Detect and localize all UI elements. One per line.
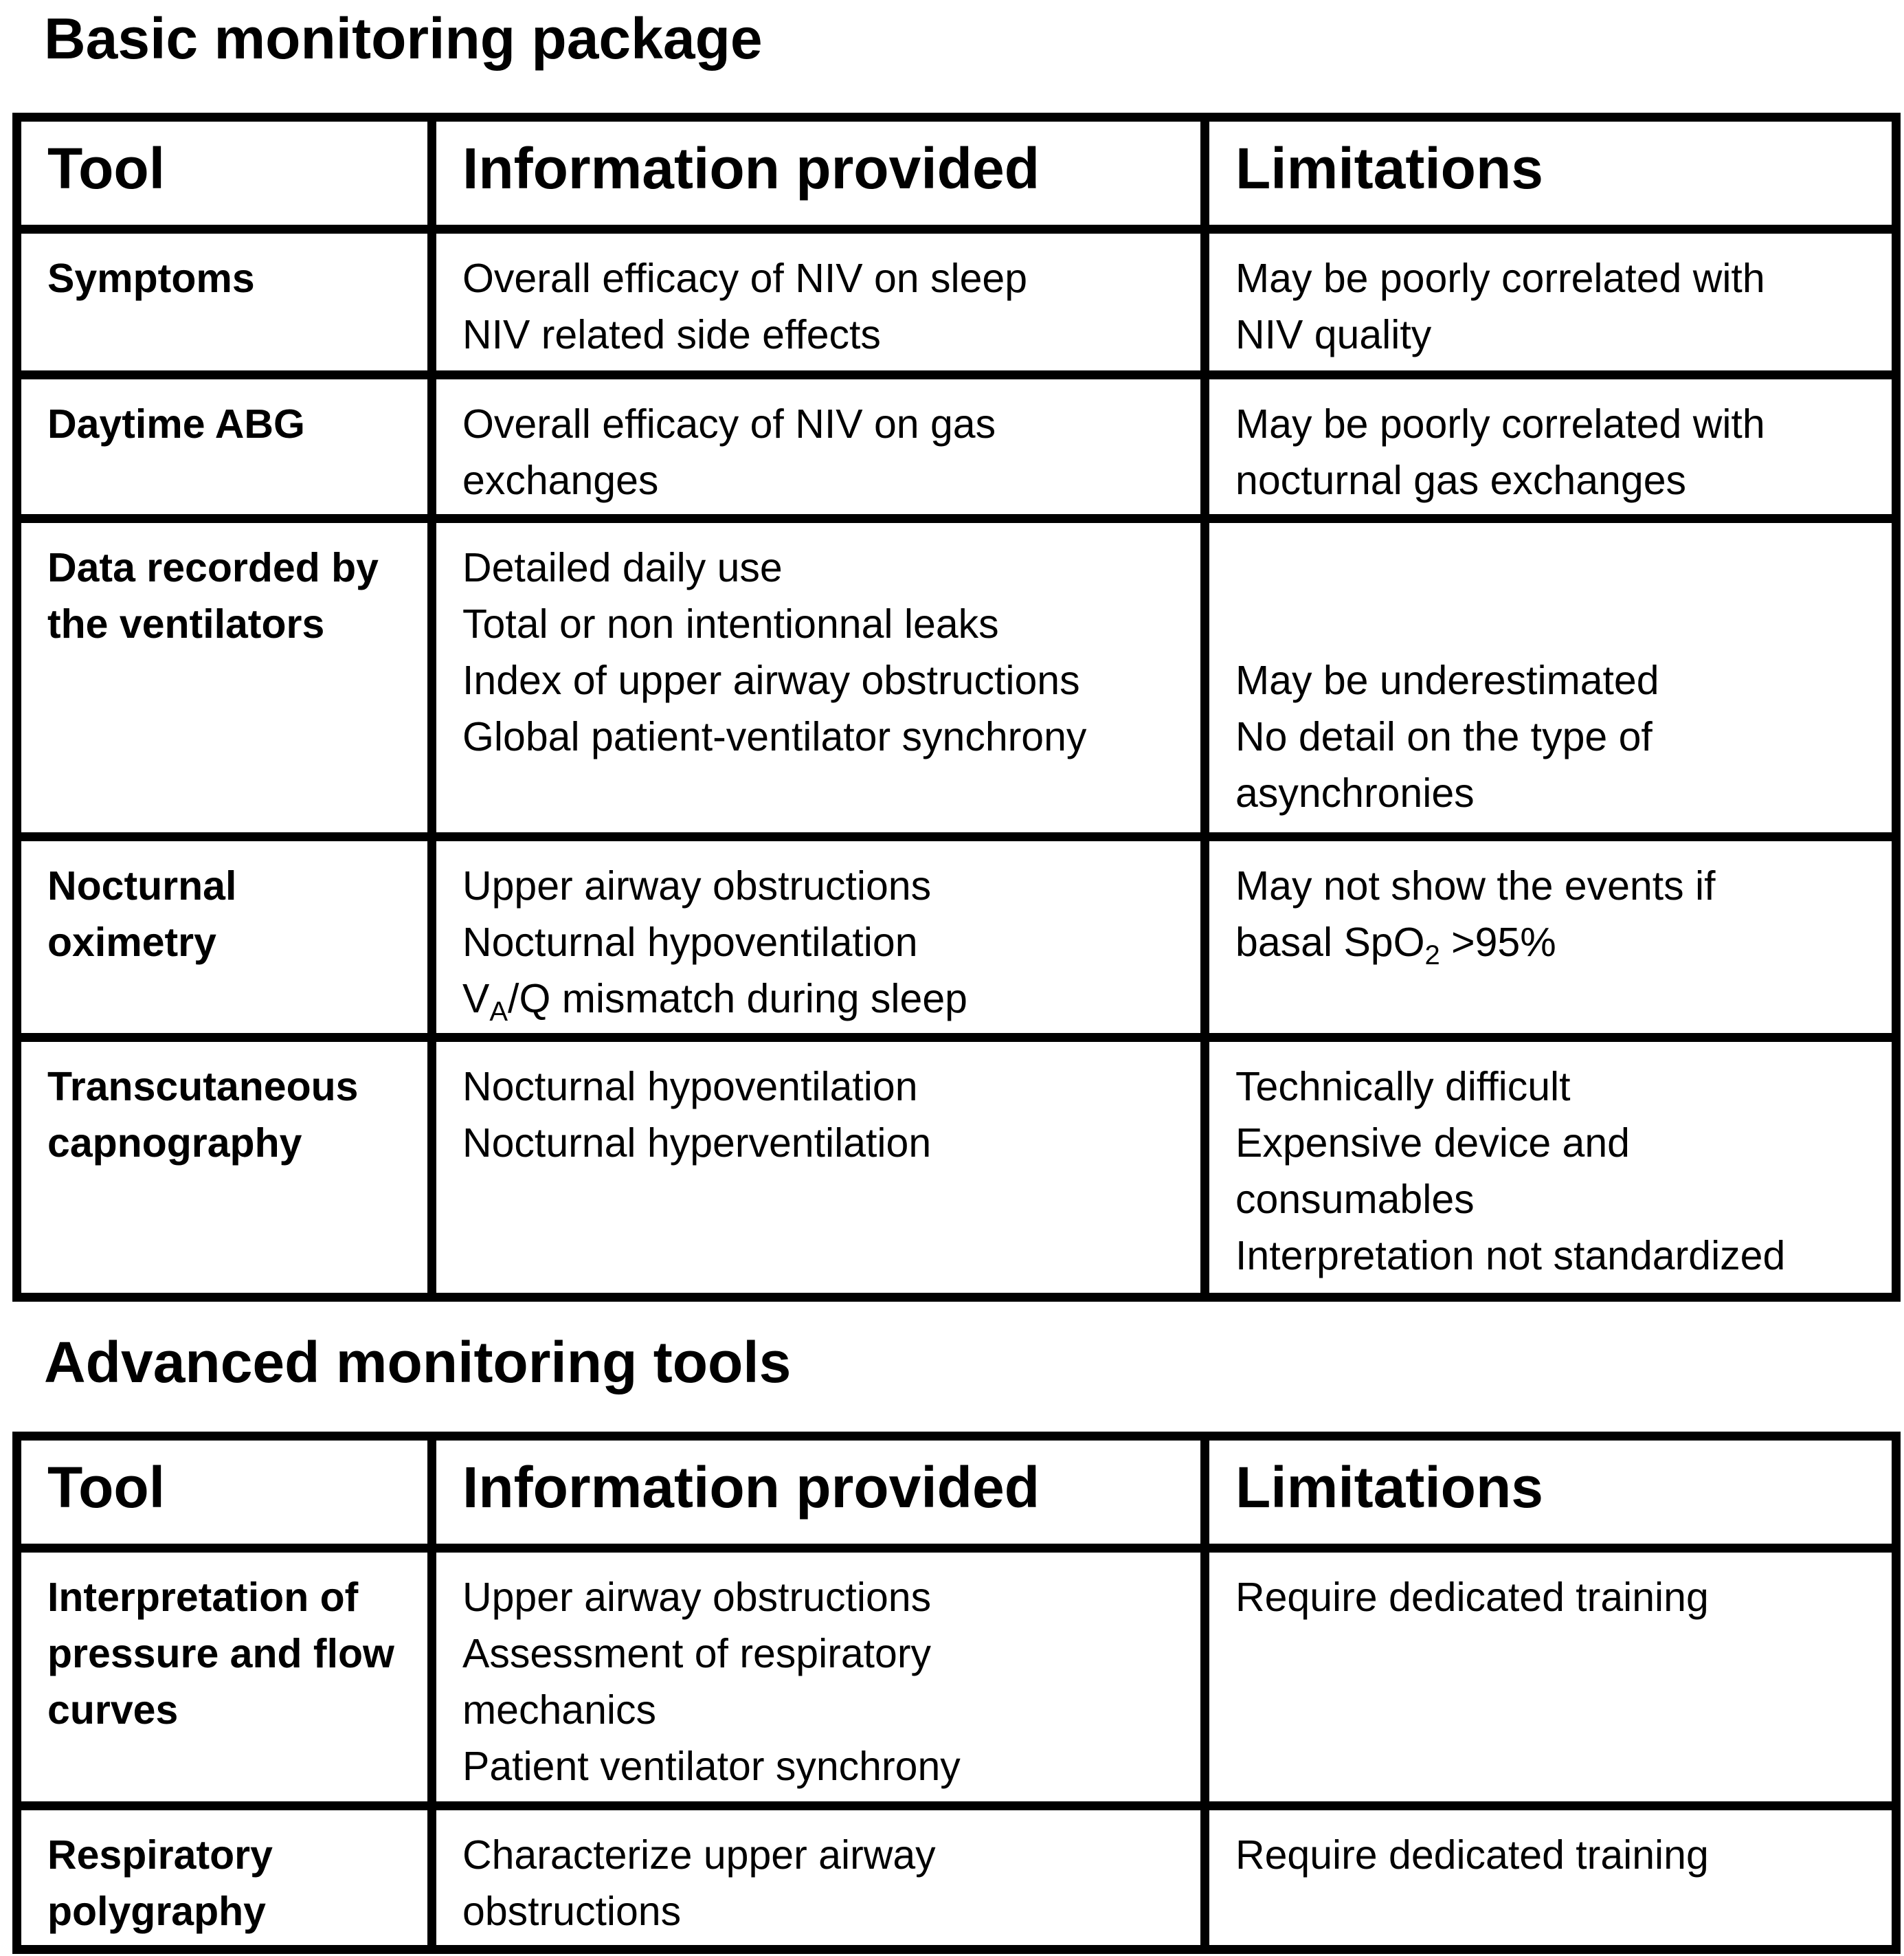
table-row — [17, 1038, 1896, 1298]
basic-monitoring-table — [12, 113, 1901, 1302]
info-cell: Overall efficacy of NIV on gas exchanges — [432, 375, 1205, 519]
limitations-cell: Require dedicated training — [1205, 1548, 1896, 1806]
limitations-cell: May be underestimated No detail on the type of asynchronies — [1205, 519, 1896, 837]
info-cell: Nocturnal hypoventilation Nocturnal hyperventilation — [432, 1038, 1205, 1298]
table-header-row — [17, 1436, 1896, 1548]
info-cell: Detailed daily use Total or non intentionnal leaks Index of upper airway obstructions Global patient-ventilator synchrony — [432, 519, 1205, 837]
info-cell: Overall efficacy of NIV on sleep NIV related side effects — [432, 230, 1205, 375]
va-q-mismatch: $V_A/Q$ mismatch during sleep — [462, 976, 967, 1027]
tool-cell: Data recorded by the ventilators — [17, 519, 432, 837]
tool-cell: Nocturnal oximetry — [17, 837, 432, 1038]
limitations-cell: Technically difficult Expensive device and consumables Interpretation not standardized — [1205, 1038, 1896, 1298]
table-row — [17, 837, 1896, 1038]
tool-cell: Respiratory polygraphy — [17, 1806, 432, 1950]
header-tool: Tool — [17, 1436, 432, 1548]
tool-cell: Symptoms — [17, 230, 432, 375]
basal-spo2: basal SpO$_2$ >95% — [1235, 920, 1556, 970]
info-cell: Characterize upper airway obstructions — [432, 1806, 1205, 1950]
advanced-section-title: Advanced monitoring tools — [44, 1330, 792, 1394]
tool-cell: Daytime ABG — [17, 375, 432, 519]
advanced-monitoring-table — [12, 1432, 1901, 1954]
header-limitations: Limitations — [1205, 1436, 1896, 1548]
tool-cell: Transcutaneous capnography — [17, 1038, 432, 1298]
header-information-provided: Information provided — [432, 118, 1205, 230]
header-limitations: Limitations — [1205, 118, 1896, 230]
table-row — [17, 1548, 1896, 1806]
header-tool: Tool — [17, 118, 432, 230]
info-cell: Upper airway obstructions Nocturnal hypoventilation $V_A/Q$ mismatch during sleep — [432, 837, 1205, 1038]
table-row — [17, 519, 1896, 837]
table-row — [17, 230, 1896, 375]
limitations-cell: May not show the events if basal SpO$_2$ >95% — [1205, 837, 1896, 1038]
table-row — [17, 1806, 1896, 1950]
limitations-cell: May be poorly correlated with NIV quality — [1205, 230, 1896, 375]
info-cell: Upper airway obstructions Assessment of respiratory mechanics Patient ventilator synchrony — [432, 1548, 1205, 1806]
table-row — [17, 375, 1896, 519]
basic-section-title: Basic monitoring package — [44, 6, 763, 71]
tool-cell: Interpretation of pressure and flow curves — [17, 1548, 432, 1806]
limitations-cell: Require dedicated training — [1205, 1806, 1896, 1950]
table-header-row — [17, 118, 1896, 230]
limitations-cell: May be poorly correlated with nocturnal gas exchanges — [1205, 375, 1896, 519]
header-information-provided: Information provided — [432, 1436, 1205, 1548]
